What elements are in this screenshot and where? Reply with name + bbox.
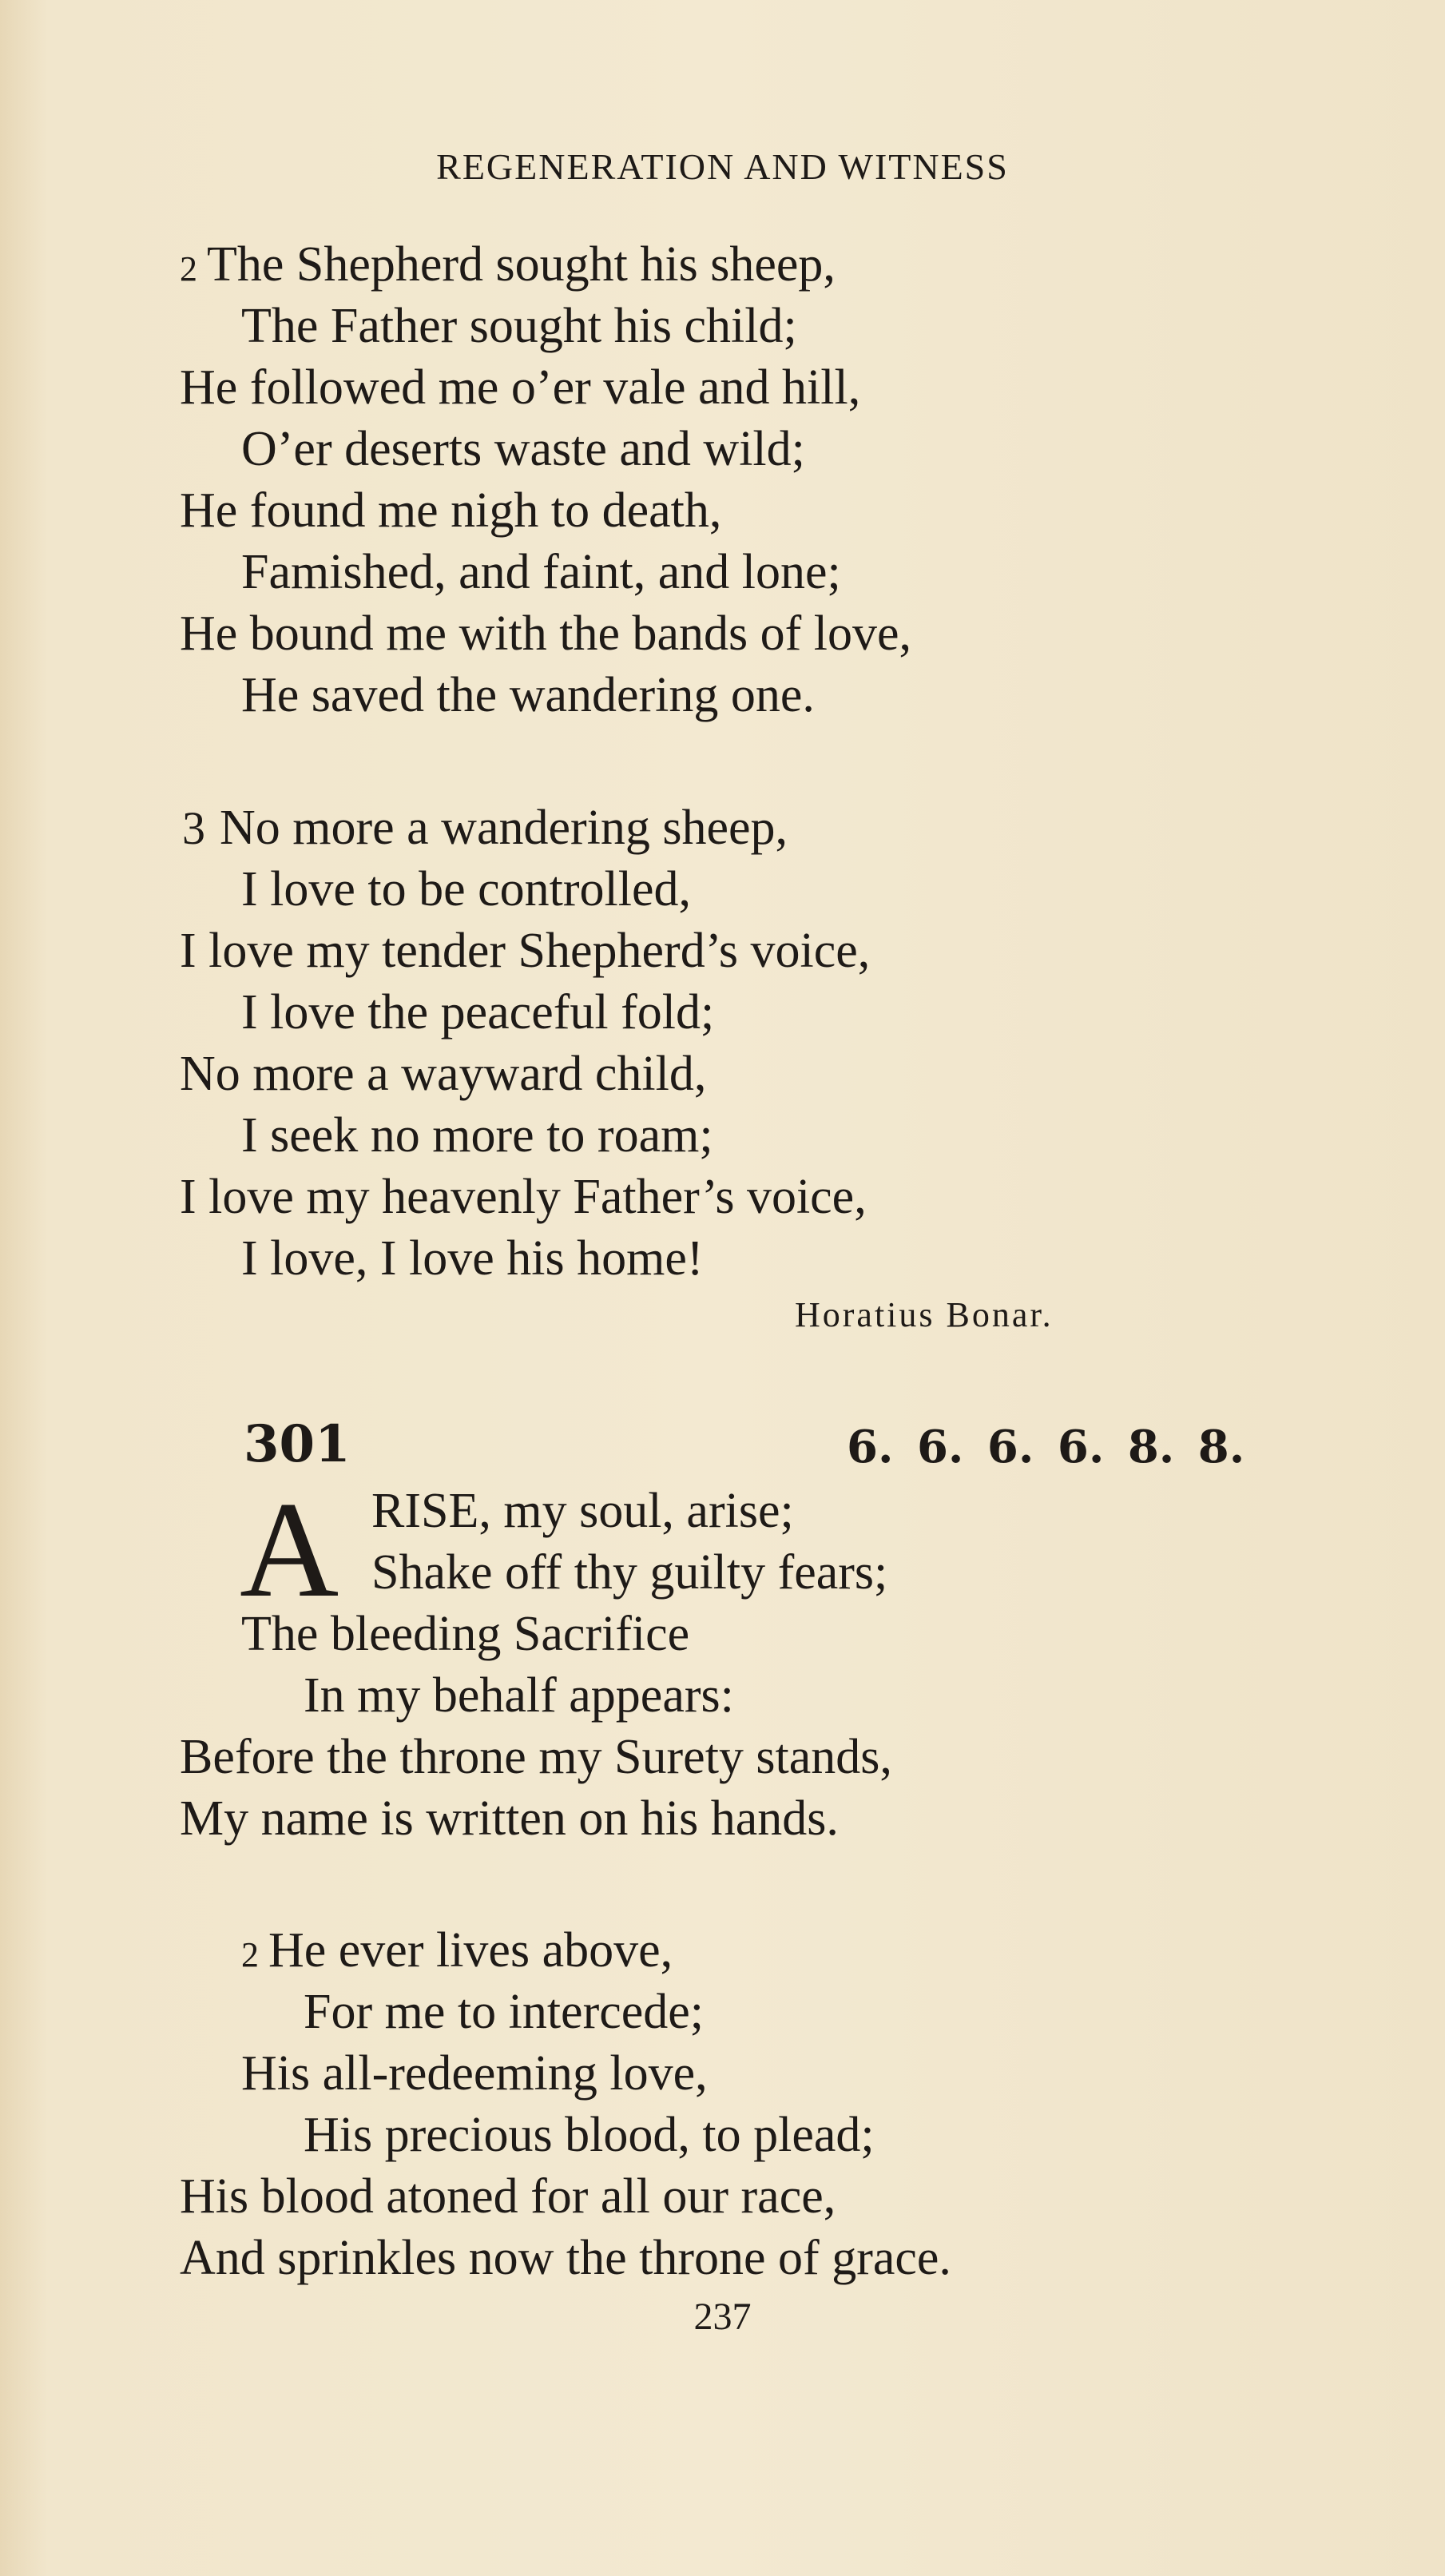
hymn-number: 301 xyxy=(244,1414,351,1474)
dropcap-letter: A xyxy=(240,1474,339,1626)
hymn300-stanza3-line7: I love my heavenly Father’s voice, xyxy=(180,1170,867,1224)
hymn300-stanza2-line1: 2 The Shepherd sought his sheep, xyxy=(180,237,836,292)
hymn300-stanza2-line7: He bound me with the bands of love, xyxy=(180,606,912,661)
hymn-meter: 6. 6. 6. 6. 8. 8. xyxy=(847,1421,1245,1473)
hymn301-stanza2-line5: His blood atoned for all our race, xyxy=(180,2169,836,2224)
hymn301-stanza1-line1: RISE, my soul, arise; xyxy=(371,1484,794,1538)
hymn301-stanza1-line4: In my behalf appears: xyxy=(304,1668,734,1723)
hymn300-stanza3-line1: 3 No more a wandering sheep, xyxy=(182,801,788,855)
hymn301-stanza1-line6: My name is written on his hands. xyxy=(180,1791,839,1846)
hymn300-stanza3-line3: I love my tender Shepherd’s voice, xyxy=(180,924,871,978)
stanza-number: 2 xyxy=(180,249,197,288)
hymn300-stanza2-line6: Famished, and faint, and lone; xyxy=(241,545,841,599)
hymn301-stanza2-line6: And sprinkles now the throne of grace. xyxy=(180,2231,951,2285)
hymn300-stanza3-line6: I seek no more to roam; xyxy=(241,1108,713,1163)
hymn300-stanza2-line4: O’er deserts waste and wild; xyxy=(241,422,805,476)
hymn300-stanza3-line2: I love to be controlled, xyxy=(241,862,691,916)
stanza-number: 2 xyxy=(241,1935,259,1974)
hymn300-stanza2-line8: He saved the wandering one. xyxy=(241,668,815,722)
hymn300-stanza2-line5: He found me nigh to death, xyxy=(180,483,722,538)
hymn301-stanza2-line2: For me to intercede; xyxy=(304,1985,704,2039)
hymn300-stanza3-line4: I love the peaceful fold; xyxy=(241,985,715,1040)
hymn-author: Horatius Bonar. xyxy=(795,1295,1054,1334)
hymn301-stanza2-line3: His all-redeeming love, xyxy=(241,2046,708,2101)
hymn301-stanza2-line1: 2 He ever lives above, xyxy=(241,1923,673,1978)
hymn300-stanza2-line2: The Father sought his child; xyxy=(241,299,797,353)
hymn301-stanza1-line3: The bleeding Sacrifice xyxy=(241,1607,690,1661)
running-head: REGENERATION AND WITNESS xyxy=(436,146,1009,187)
hymn300-stanza3-line8: I love, I love his home! xyxy=(241,1231,704,1286)
hymn301-stanza1-line5: Before the throne my Surety stands, xyxy=(180,1730,892,1784)
hymn300-stanza2-line3: He followed me o’er vale and hill, xyxy=(180,360,861,415)
stanza-number: 3 xyxy=(182,802,205,854)
hymn300-stanza3-line5: No more a wayward child, xyxy=(180,1047,707,1101)
page-number: 237 xyxy=(693,2296,752,2338)
hymn301-stanza1-line2: Shake off thy guilty fears; xyxy=(371,1545,888,1600)
hymn301-stanza2-line4: His precious blood, to plead; xyxy=(304,2108,875,2162)
